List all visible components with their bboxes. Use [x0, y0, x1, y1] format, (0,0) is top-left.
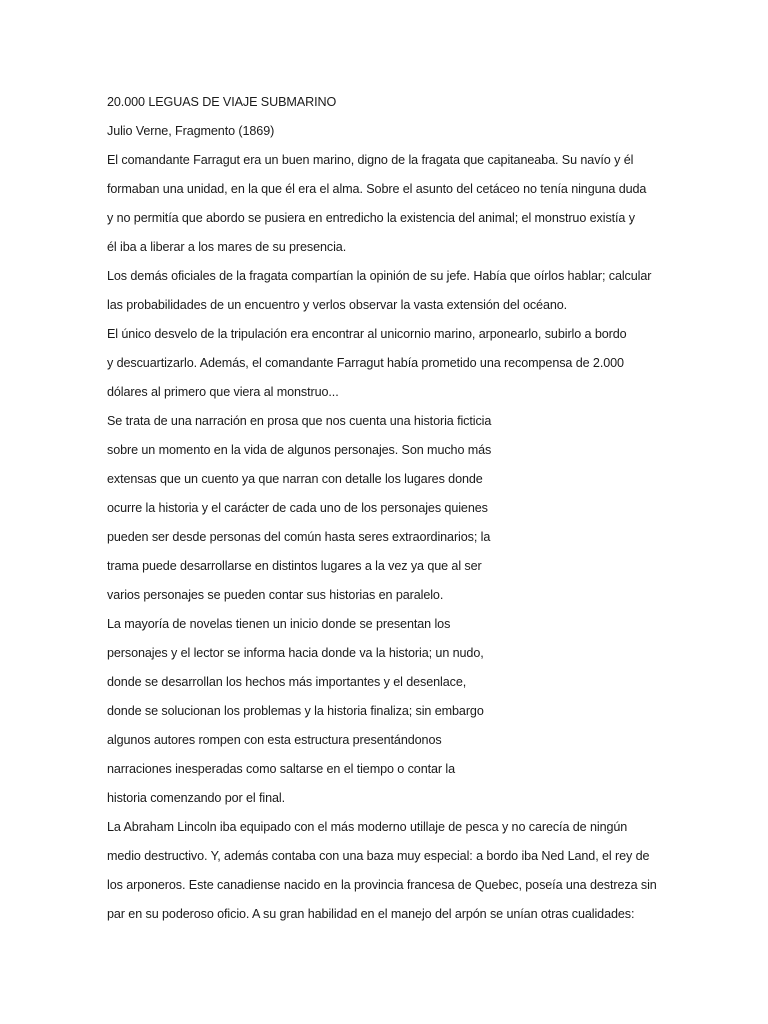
text-line: varios personajes se pueden contar sus historias en paralelo. [107, 588, 444, 602]
text-line: narraciones inesperadas como saltarse en el tiempo o contar la [107, 762, 456, 776]
text-line: historia comenzando por el final. [107, 791, 286, 805]
text-line: trama puede desarrollarse en distintos lugares a la vez ya que al ser [107, 559, 482, 573]
text-line: pueden ser desde personas del común hasta seres extraordinarios; la [107, 530, 491, 544]
text-line: los arponeros. Este canadiense nacido en la provincia francesa de Quebec, poseía una destreza sin [107, 878, 657, 892]
document-title: 20.000 LEGUAS DE VIAJE SUBMARINO [107, 95, 337, 109]
text-line: y no permitía que abordo se pusiera en entredicho la existencia del animal; el monstruo existía y [107, 211, 635, 225]
text-line: él iba a liberar a los mares de su presencia. [107, 240, 347, 254]
text-line: y descuartizarlo. Además, el comandante Farragut había prometido una recompensa de 2.000 [107, 356, 624, 370]
document-byline: Julio Verne, Fragmento (1869) [107, 124, 275, 138]
text-line: formaban una unidad, en la que él era el alma. Sobre el asunto del cetáceo no tenía ninguna duda [107, 182, 647, 196]
text-line: El único desvelo de la tripulación era encontrar al unicornio marino, arponearlo, subirlo a bordo [107, 327, 627, 341]
text-line: El comandante Farragut era un buen marino, digno de la fragata que capitaneaba. Su navío y él [107, 153, 634, 167]
text-line: donde se solucionan los problemas y la historia finaliza; sin embargo [107, 704, 484, 718]
text-line: extensas que un cuento ya que narran con detalle los lugares donde [107, 472, 483, 486]
text-line: medio destructivo. Y, además contaba con una baza muy especial: a bordo iba Ned Land, el rey de [107, 849, 650, 863]
text-line: algunos autores rompen con esta estructura presentándonos [107, 733, 442, 747]
text-line: ocurre la historia y el carácter de cada uno de los personajes quienes [107, 501, 488, 515]
document-page [107, 92, 687, 933]
text-line: Se trata de una narración en prosa que nos cuenta una historia ficticia [107, 414, 492, 428]
text-line: La Abraham Lincoln iba equipado con el más moderno utillaje de pesca y no carecía de ningún [107, 820, 628, 834]
text-line: par en su poderoso oficio. A su gran habilidad en el manejo del arpón se unían otras cualidades: [107, 907, 635, 921]
text-line: dólares al primero que viera al monstruo... [107, 385, 339, 399]
text-line: Los demás oficiales de la fragata compartían la opinión de su jefe. Había que oírlos hablar; calcular [107, 269, 652, 283]
text-line: La mayoría de novelas tienen un inicio donde se presentan los [107, 617, 451, 631]
text-line: sobre un momento en la vida de algunos personajes. Son mucho más [107, 443, 492, 457]
text-line: las probabilidades de un encuentro y verlos observar la vasta extensión del océano. [107, 298, 568, 312]
text-line: donde se desarrollan los hechos más importantes y el desenlace, [107, 675, 467, 689]
text-line: personajes y el lector se informa hacia donde va la historia; un nudo, [107, 646, 484, 660]
